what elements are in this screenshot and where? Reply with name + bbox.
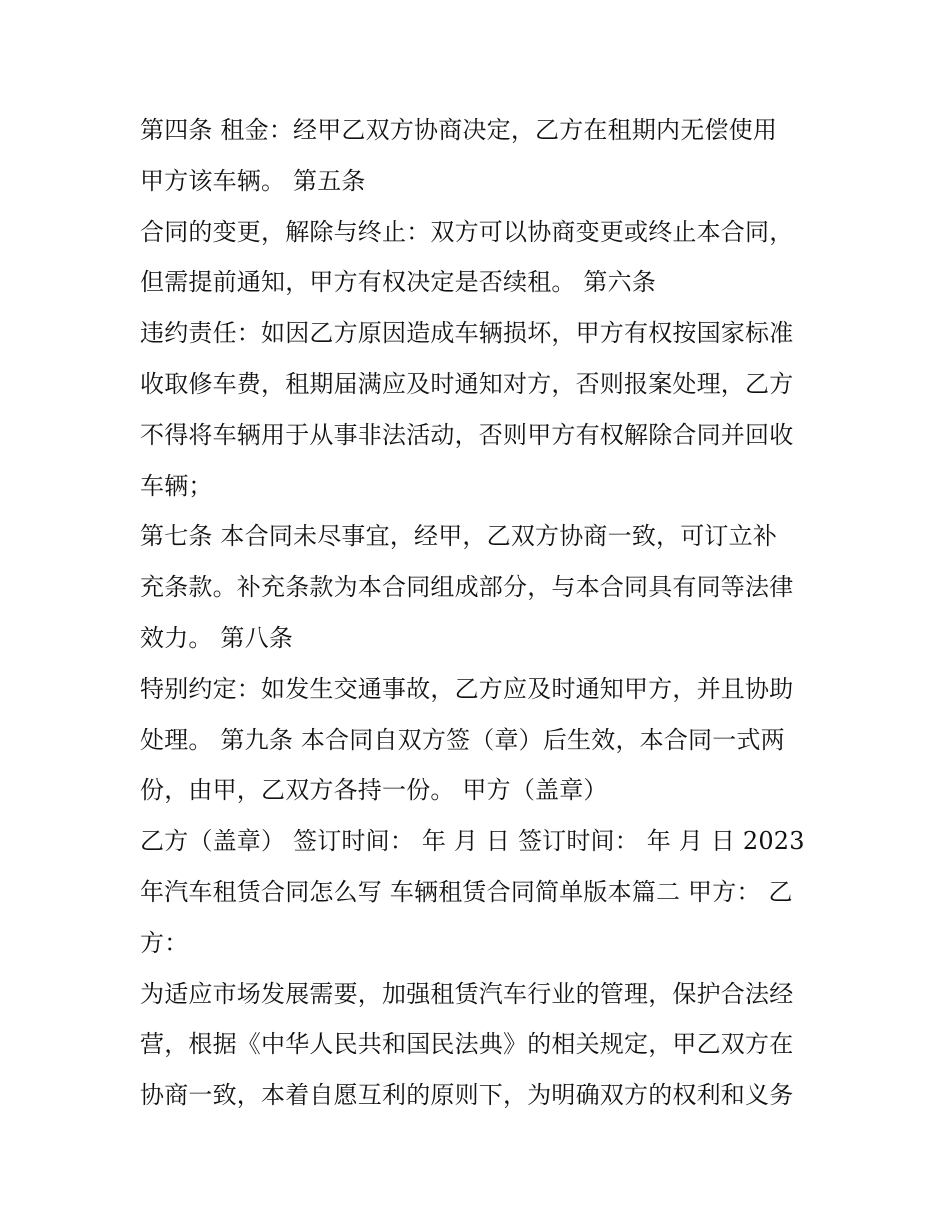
document-line: 合同的变更，解除与终止：双方可以协商变更或终止本合同， bbox=[140, 217, 794, 246]
document-line: 为适应市场发展需要，加强租赁汽车行业的管理，保护合法经 bbox=[140, 979, 794, 1008]
document-line: 乙方（盖章） 签订时间： 年 月 日 签订时间： 年 月 日 2023 bbox=[140, 827, 805, 856]
document-line: 协商一致，本着自愿互利的原则下，为明确双方的权利和义务 bbox=[140, 1081, 794, 1110]
document-line: 份，由甲，乙双方各持一份。 甲方（盖章） bbox=[140, 776, 608, 805]
document-line: 收取修车费，租期届满应及时通知对方，否则报案处理，乙方 bbox=[140, 369, 794, 398]
document-body bbox=[140, 105, 830, 1121]
document-line: 营，根据《中华人民共和国民法典》的相关规定，甲乙双方在 bbox=[140, 1030, 794, 1059]
document-line: 但需提前通知，甲方有权决定是否续租。 第六条 bbox=[140, 268, 657, 297]
document-line: 第七条 本合同未尽事宜，经甲，乙双方协商一致，可订立补 bbox=[140, 522, 778, 551]
document-line: 年汽车租赁合同怎么写 车辆租赁合同简单版本篇二 甲方： 乙 bbox=[140, 877, 793, 906]
document-line: 特别约定：如发生交通事故，乙方应及时通知甲方，并且协助 bbox=[140, 674, 794, 703]
document-line: 效力。 第八条 bbox=[140, 623, 294, 652]
document-line: 车辆； bbox=[140, 471, 213, 500]
document-line: 甲方该车辆。 第五条 bbox=[140, 166, 366, 195]
document-line: 第四条 租金：经甲乙双方协商决定，乙方在租期内无偿使用 bbox=[140, 116, 778, 144]
document-line: 充条款。补充条款为本合同组成部分，与本合同具有同等法律 bbox=[140, 573, 794, 602]
document-line: 违约责任：如因乙方原因造成车辆损坏，甲方有权按国家标准 bbox=[140, 319, 794, 348]
document-line: 方： bbox=[140, 928, 189, 957]
document-line: 处理。 第九条 本合同自双方签（章）后生效，本合同一式两 bbox=[140, 725, 785, 754]
document-line: 不得将车辆用于从事非法活动，否则甲方有权解除合同并回收 bbox=[140, 420, 794, 449]
